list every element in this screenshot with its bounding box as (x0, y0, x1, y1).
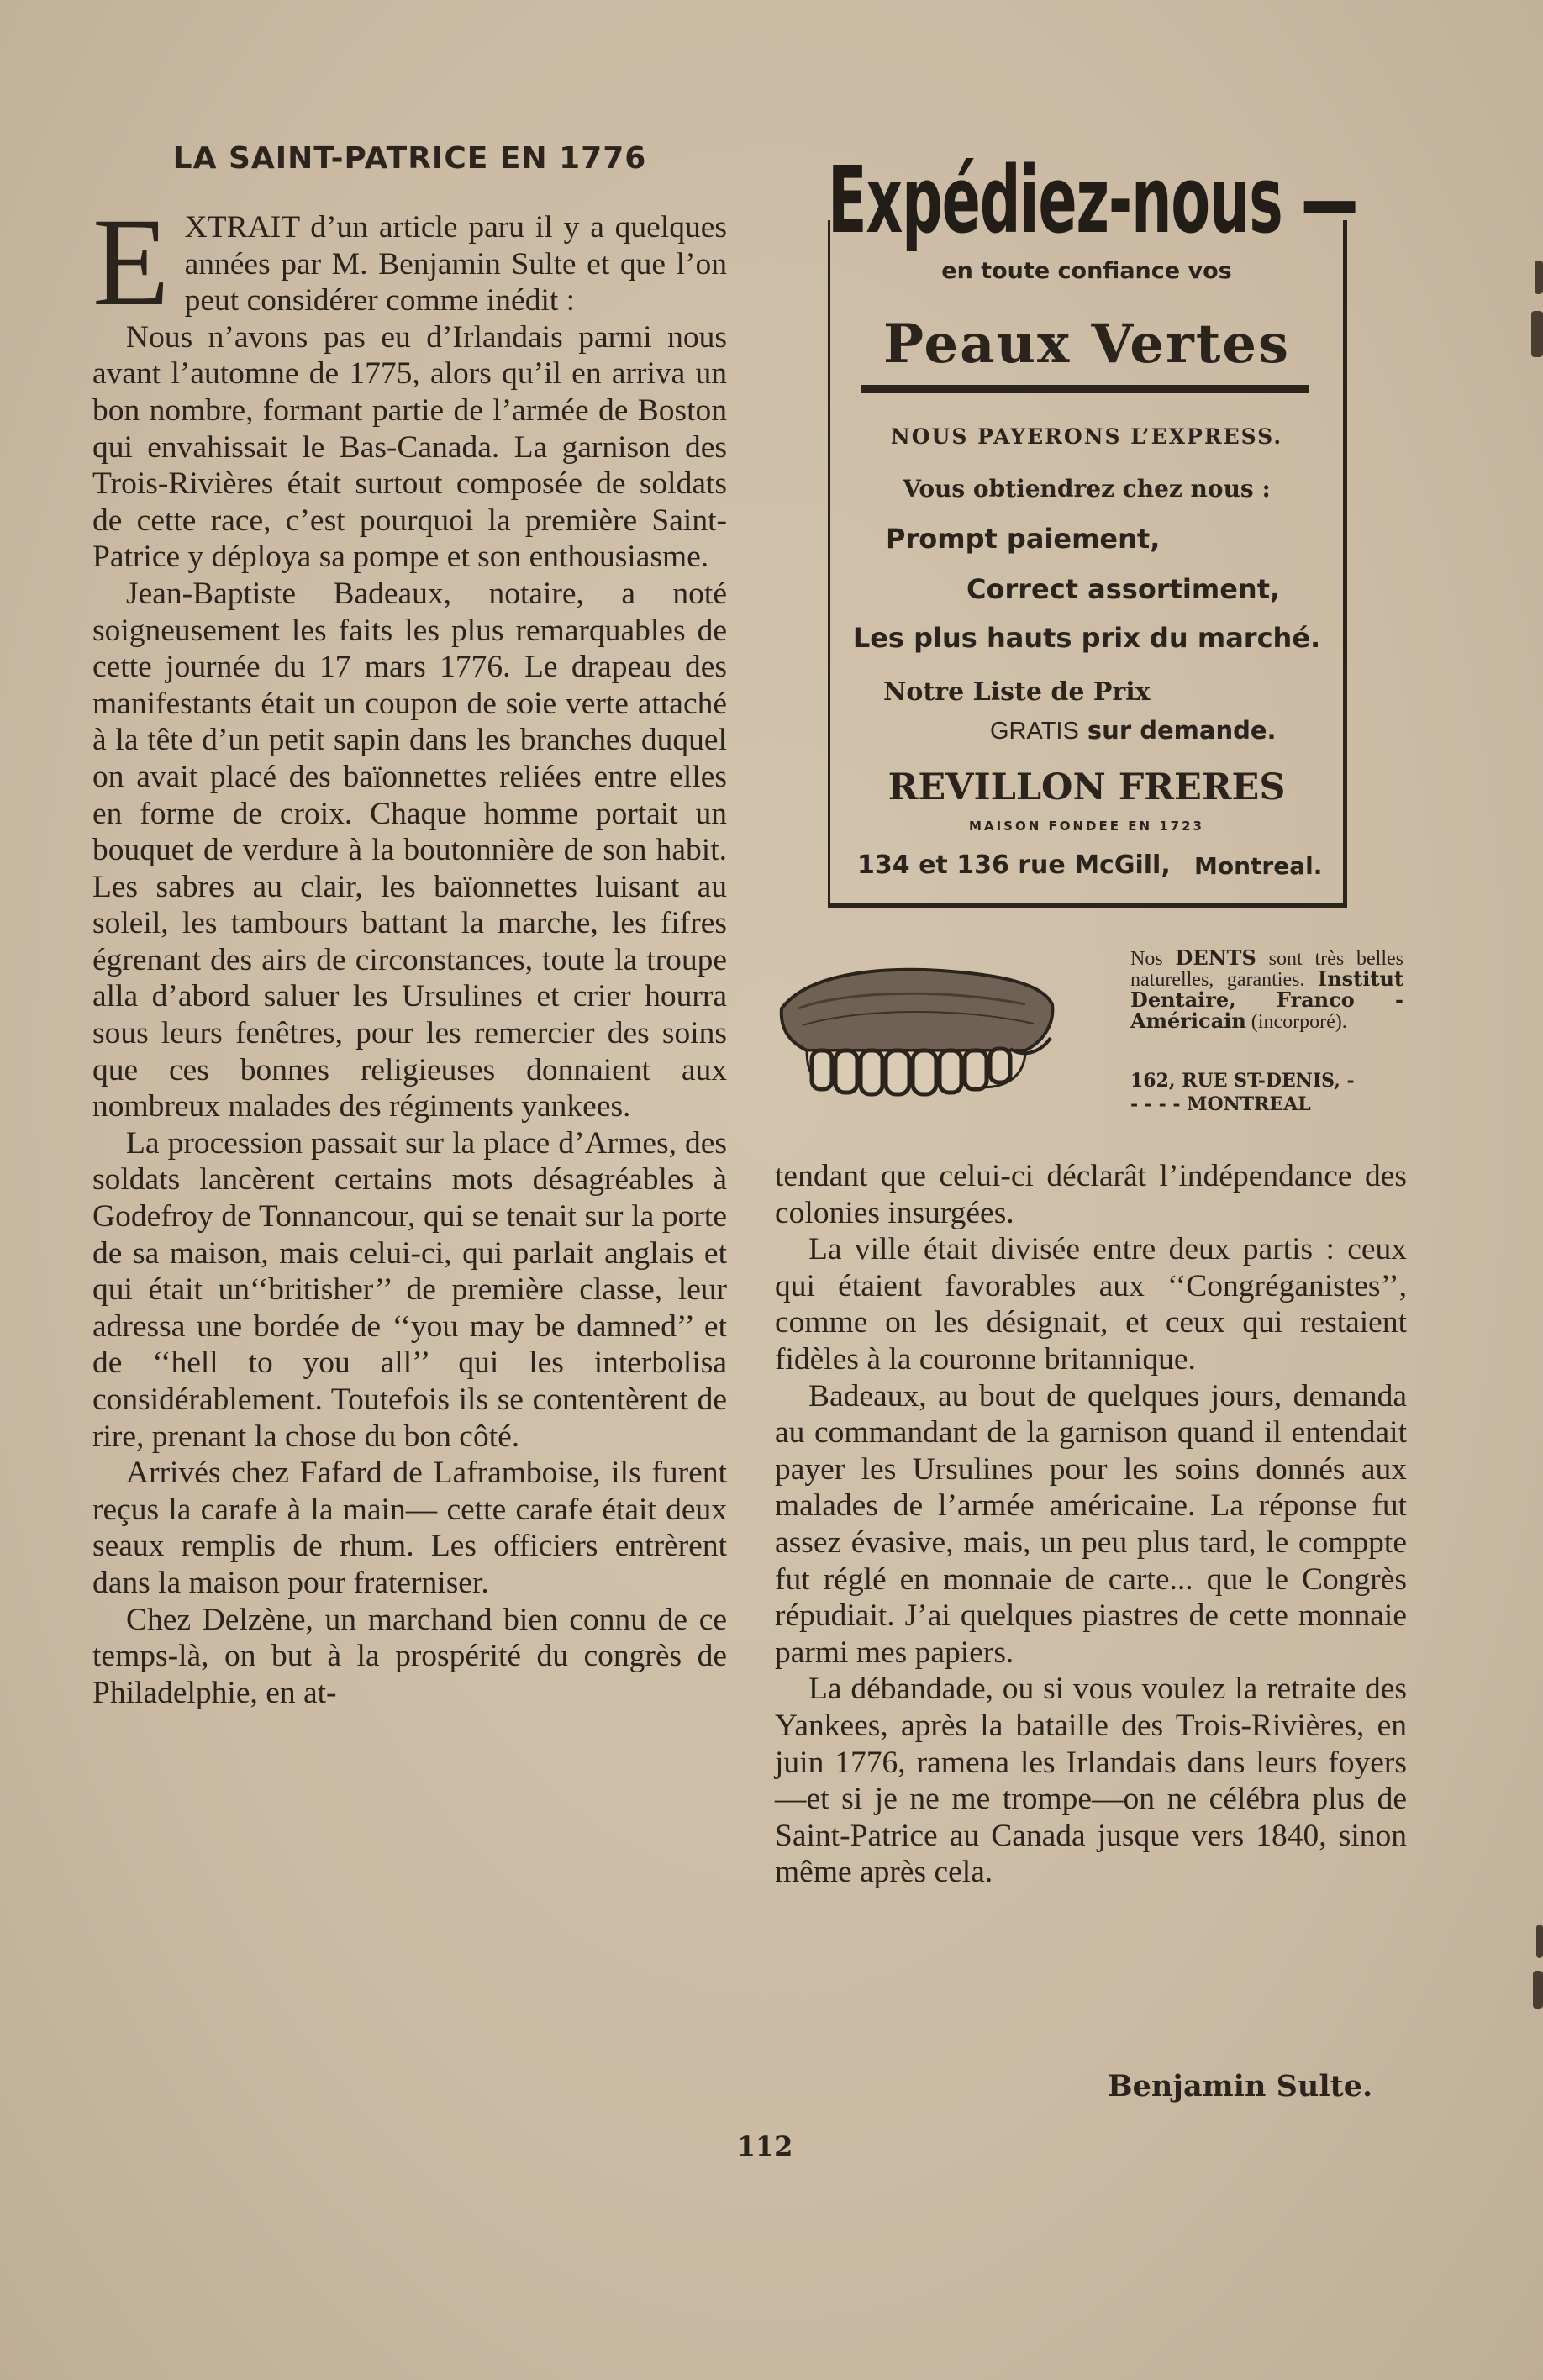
ad-product: Peaux Vertes (882, 313, 1291, 376)
fur-advertisement (828, 220, 1347, 908)
ad-line: en toute confiance vos (941, 258, 1232, 284)
article-paragraph: EXTRAIT d’un article paru il y a quelques années par M. Benjamin Sulte et que l’on peut considérer comme inédit : (92, 192, 727, 332)
drop-cap: E (92, 192, 170, 332)
page-edge-mark (1531, 311, 1543, 357)
ad-founded: MAISON FONDEE EN 1723 (969, 819, 1204, 834)
page-edge-mark (1533, 1971, 1543, 2009)
left-column (92, 141, 727, 1711)
ad-city: Montreal. (1194, 852, 1323, 880)
ad-line: NOUS PAYERONS L’EXPRESS. (890, 424, 1283, 449)
ad-address: 134 et 136 rue McGill, (857, 850, 1171, 880)
ad-line: Prompt paiement, (886, 523, 1161, 555)
author-signature: Benjamin Sulte. (1108, 2069, 1373, 2104)
dentures-illustration (773, 958, 1059, 1109)
page-edge-mark (1536, 1925, 1543, 1958)
article-paragraph: La procession passait sur la place d’Armes, des soldats lancèrent certains mots désagréables à Godefroy de Tonnancour, qui se tenait sur la porte de sa maison, mais celui-ci, qui parlait anglais et qui était un‘‘britisher’’ de première classe, leur adressa une bordée de ‘‘you may be damned’’ et de ‘‘hell to you all’’ qui les interbolisa considérablement. Toutefois ils se contentèrent de rire, prenant la chose du bon côté. (92, 1125, 727, 1454)
article-paragraph: La ville était divisée entre deux partis : ceux qui étaient favorables aux ‘‘Congréganistes’’, comme on les désignait, et ceux qui restaient fidèles à la couronne britannique. (775, 1232, 1407, 1377)
ad-headline: Expédiez-nous — (828, 146, 1358, 254)
article-paragraph: La débandade, ou si vous voulez la retraite des Yankees, après la bataille des Trois-Rivières, en juin 1776, ramena les Irlandais dans leurs foyers—et si je ne me trompe—on ne célébra plus de Saint-Patrice au Canada jusque vers 1840, sinon même après cela. (775, 1672, 1407, 1890)
ad-line: GRATIS sur demande. (990, 716, 1277, 745)
ad-line: Notre Liste de Prix (883, 677, 1151, 707)
ad-line: Les plus hauts prix du marché. (852, 622, 1321, 654)
dentist-ad-address: 162, RUE ST-DENIS, - - - - - MONTREAL (1130, 1070, 1355, 1115)
article-paragraph: Chez Delzène, un marchand bien connu de ce temps-là, on but à la prospérité du congrès de Philadelphie, en at- (92, 1602, 727, 1710)
ad-rule (861, 385, 1309, 393)
article-paragraph: Badeaux, au bout de quelques jours, demanda au commandant de la garnison quand il entendait payer les Ursulines pour les soins donnés aux malades de l’armée américaine. La réponse fut assez évasive, mais, un peu plus tard, le comppte fut réglé en monnaie de carte... que le Congrès répudiait. J’ai quelques piastres de cette monnaie parmi mes papiers. (775, 1378, 1407, 1670)
ad-line: Vous obtiendrez chez nous : (903, 475, 1271, 503)
dentist-ad-text: Nos DENTS sont très belles naturelles, garanties. Institut Dentaire, Franco - Américain (incorporé). (1130, 945, 1404, 1033)
page-number: 112 (736, 2130, 793, 2162)
article-paragraph: Arrivés chez Fafard de Laframboise, ils furent reçus la carafe à la main— cette carafe était deux seaux remplis de rhum. Les officiers entrèrent dans la maison pour fraterniser. (92, 1456, 727, 1600)
page-edge-mark (1535, 261, 1543, 294)
ad-company: REVILLON FRERES (887, 766, 1286, 808)
article-title: LA SAINT-PATRICE EN 1776 (172, 141, 647, 176)
article-paragraph: Jean-Baptiste Badeaux, notaire, a noté soigneusement les faits les plus remarquables de cette journée du 17 mars 1776. Le drapeau des manifestants était un coupon de soie verte attaché à la tête d’un petit sapin dans les branches duquel on avait placé des baïonnettes reliées entre elles en forme de croix. Chaque homme portait un bouquet de verdure à la boutonnière de son habit. Les sabres au clair, les baïonnettes luisant au soleil, les tambours battant la marche, les fifres égrenant des airs de circonstances, toute la troupe alla d’abord saluer les Ursulines et crier hourra sous leurs fenêtres, pour les remercier des soins que ces bonnes religieuses donnaient aux nombreux malades des régiments yankees. (92, 576, 727, 1124)
article-paragraph: Nous n’avons pas eu d’Irlandais parmi nous avant l’automne de 1775, alors qu’il en arriva un bon nombre, formant partie de l’armée de Boston qui envahissait le Bas-Canada. La garnison des Trois-Rivières était surtout composée de soldats de cette race, c’est pourquoi la première Saint-Patrice y déploya sa pompe et son enthousiasme. (92, 319, 727, 575)
right-column (775, 1158, 1407, 1891)
ad-line: Correct assortiment, (966, 573, 1281, 605)
article-paragraph: tendant que celui-ci déclarât l’indépendance des colonies insurgées. (775, 1159, 1407, 1230)
